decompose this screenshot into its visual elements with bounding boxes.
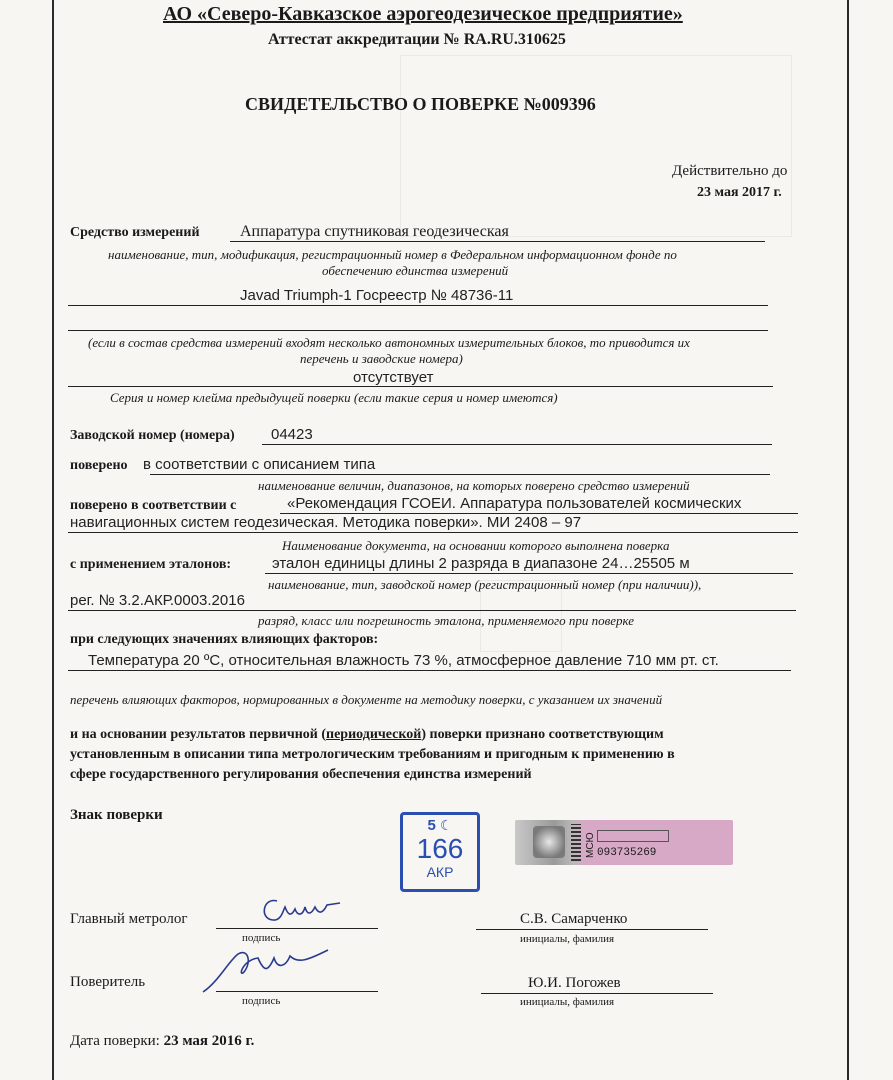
validity-date: 23 мая 2017 г.: [697, 185, 782, 200]
instrument-label: Средство измерений: [70, 225, 200, 240]
stamp-top-number: 5: [427, 817, 436, 834]
etalons-reg: рег. № 3.2.АКР.0003.2016: [70, 592, 245, 609]
stamp-middle-number: 166: [416, 833, 464, 864]
validity-label: Действительно до: [672, 163, 788, 179]
barcode-icon: [571, 824, 581, 861]
chief-name: С.В. Самарченко: [520, 911, 628, 927]
verifier-name-line: [481, 993, 713, 994]
chief-signature: [255, 893, 350, 928]
instrument-model: Javad Triumph-1 Госреестр № 48736-11: [240, 287, 514, 304]
verified-hint: наименование величин, диапазонов, на которых поверено средство измерений: [258, 478, 690, 493]
verified-label: поверено: [70, 458, 128, 473]
etalons-hint: наименование, тип, заводской номер (регистрационный номер (при наличии)),: [268, 577, 702, 592]
conclusion-line-2: установленным в описании типа метрологическим требованиям и пригодным к применению в: [70, 747, 675, 762]
stamp-sign-icon: ☾: [439, 817, 453, 833]
etalons-label: с применением эталонов:: [70, 557, 232, 572]
sticker-number: 093735269: [597, 847, 657, 859]
accreditation: Аттестат аккредитации № RA.RU.310625: [268, 31, 566, 48]
previous-stamp-hint: Серия и номер клейма предыдущей поверки (если такие серия и номер имеются): [110, 390, 558, 405]
method-line-1: «Рекомендация ГСОЕИ. Аппаратура пользователей космических: [287, 495, 742, 512]
date-value: 23 мая 2016 г.: [163, 1033, 255, 1049]
verified-line: [150, 474, 770, 475]
serial-label: Заводской номер (номера): [70, 428, 235, 443]
verifier-name: Ю.И. Погожев: [528, 975, 621, 991]
verifier-signature: [198, 942, 338, 1002]
instrument-note-1: (если в состав средства измерений входят несколько автономных измерительных блоков, то приводится их: [88, 335, 690, 350]
sticker-bar: [597, 830, 669, 842]
method-label: поверено в соответствии с: [70, 498, 237, 513]
verifier-label: Поверитель: [70, 974, 146, 990]
conclusion-periodic: периодической: [326, 727, 422, 742]
org-name: АО «Северо-Кавказское аэрогеодезическое предприятие»: [163, 3, 683, 25]
conclusion-text-end: ) поверки признано соответствующим: [421, 727, 664, 742]
verifier-sign-hint: подпись: [242, 995, 281, 1007]
sticker-label: МСЮ: [585, 832, 596, 858]
serial-line: [262, 444, 772, 445]
conclusion-line-1: [70, 727, 664, 743]
factors-value: Температура 20 ºС, относительная влажность 73 %, атмосферное давление 710 мм рт. ст.: [88, 652, 719, 669]
instrument-hint-1: наименование, тип, модификация, регистрационный номер в Федеральном информационном фонде по: [108, 247, 677, 262]
factors-line: [68, 670, 791, 671]
conclusion-text-start: и на основании результатов первичной (: [70, 727, 327, 742]
showthrough-box-1: [400, 55, 792, 237]
hologram-sticker: [515, 820, 733, 865]
chief-name-line: [476, 929, 708, 930]
blank-line: [68, 330, 768, 331]
date-label: Дата поверки:: [70, 1033, 160, 1049]
instrument-hint-2: обеспечению единства измерений: [322, 263, 509, 278]
stamp-bottom-code: АКР: [426, 864, 454, 880]
page-border-left: [52, 0, 54, 1080]
etalons-value: эталон единицы длины 2 разряда в диапазоне 24…25505 м: [272, 555, 690, 572]
previous-stamp-line: [68, 386, 773, 387]
chief-sign-line: [216, 928, 378, 929]
instrument-value: Аппаратура спутниковая геодезическая: [240, 223, 509, 240]
page-title: СВИДЕТЕЛЬСТВО О ПОВЕРКЕ №009396: [245, 94, 596, 114]
serial-value: 04423: [271, 426, 313, 443]
method-underline-2: [68, 532, 798, 533]
model-line: [68, 305, 768, 306]
previous-stamp-value: отсутствует: [353, 369, 434, 386]
factors-hint: перечень влияющих факторов, нормированных в документе на методику поверки, с указанием их значений: [70, 692, 663, 707]
etalons-line: [265, 573, 793, 574]
chief-name-hint: инициалы, фамилия: [520, 933, 615, 945]
verified-value: в соответствии с описанием типа: [143, 456, 376, 473]
chief-sign-hint: подпись: [242, 932, 281, 944]
chief-label: Главный метролог: [70, 911, 188, 927]
hologram-emblem-icon: [533, 826, 565, 858]
instrument-line: [230, 241, 765, 242]
etalons-reg-line: [68, 610, 796, 611]
conclusion-line-3: сфере государственного регулирования обеспечения единства измерений: [70, 767, 532, 782]
instrument-note-2: перечень и заводские номера): [300, 351, 463, 366]
page-border-right: [847, 0, 849, 1080]
verifier-name-hint: инициалы, фамилия: [520, 996, 615, 1008]
verification-stamp: [400, 812, 480, 892]
factors-label: при следующих значениях влияющих факторов:: [70, 632, 379, 647]
mark-label: Знак поверки: [70, 807, 163, 823]
date-line: [70, 1033, 254, 1050]
method-line-2: навигационных систем геодезическая. Методика поверки». МИ 2408 – 97: [70, 514, 582, 531]
method-hint: Наименование документа, на основании которого выполнена поверка: [282, 538, 670, 553]
etalons-hint-2: разряд, класс или погрешность эталона, применяемого при поверке: [258, 613, 635, 628]
